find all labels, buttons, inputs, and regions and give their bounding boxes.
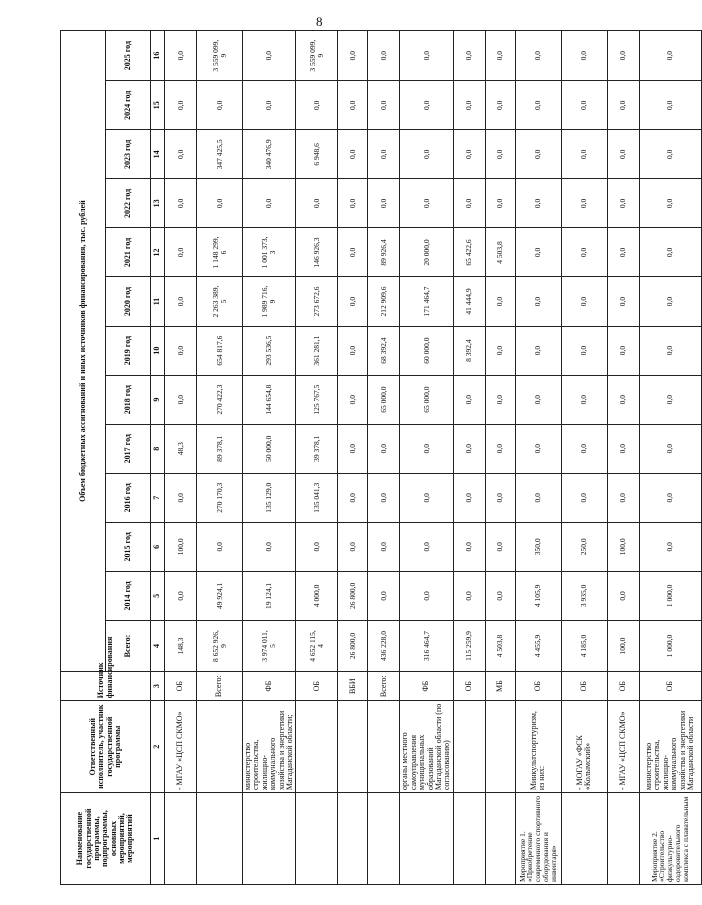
year-value-cell: 0,0 [338, 473, 368, 522]
year-value-cell: 0,0 [561, 81, 607, 130]
column-number: 9 [151, 375, 165, 424]
year-value-cell: 146 926,3 [296, 228, 338, 277]
year-value-cell: 135 129,0 [243, 473, 296, 522]
header-year: 2014 год [106, 571, 151, 620]
table-row [515, 31, 561, 885]
header-col-source: Источник финансирования [61, 672, 151, 701]
budget-table-rotated [60, 30, 695, 885]
year-value-cell: 144 654,8 [243, 375, 296, 424]
year-value-cell: 0,0 [338, 326, 368, 375]
year-value-cell: 0,0 [639, 81, 701, 130]
year-value-cell: 0,0 [165, 277, 197, 326]
year-value-cell: 0,0 [515, 179, 561, 228]
year-value-cell: 0,0 [561, 31, 607, 81]
header-total: Всего: [106, 620, 151, 671]
year-value-cell: 0,0 [338, 81, 368, 130]
year-value-cell: 0,0 [453, 473, 485, 522]
year-value-cell: 0,0 [607, 81, 639, 130]
executor-cell: министерство строительства, жилищно-коммунального хозяйства и энергетики Магаданской области; [243, 701, 296, 793]
year-value-cell: 350,0 [515, 522, 561, 571]
year-value-cell: 0,0 [400, 522, 453, 571]
year-value-cell: 0,0 [165, 228, 197, 277]
year-value-cell: 3 559 099, 9 [197, 31, 243, 81]
year-value-cell: 0,0 [561, 130, 607, 179]
year-value-cell: 4 503,8 [485, 228, 515, 277]
year-value-cell: 49 924,1 [197, 571, 243, 620]
source-cell: Всего: [368, 672, 400, 701]
year-value-cell: 39 378,1 [296, 424, 338, 473]
executor-cell [338, 701, 368, 793]
program-name-cell [338, 793, 368, 885]
program-name-cell [197, 793, 243, 885]
year-value-cell: 0,0 [561, 473, 607, 522]
header-year: 2017 год [106, 424, 151, 473]
program-name-cell [165, 793, 197, 885]
program-name-cell: Мероприятие 1. «Приобретение современного спортивного оборудования и инвентаря» [515, 793, 561, 885]
executor-cell [453, 701, 485, 793]
executor-cell: органы местного самоуправления муниципальных образований Магаданской области (по согласованию) [400, 701, 453, 793]
year-value-cell: 0,0 [607, 424, 639, 473]
year-value-cell: 0,0 [485, 424, 515, 473]
budget-table [60, 30, 702, 885]
year-value-cell: 2 263 389, 5 [197, 277, 243, 326]
year-value-cell: 0,0 [338, 179, 368, 228]
program-name-cell [607, 793, 639, 885]
year-value-cell: 0,0 [368, 130, 400, 179]
year-value-cell: 1 148 299, 6 [197, 228, 243, 277]
year-value-cell: 0,0 [400, 571, 453, 620]
year-value-cell: 0,0 [515, 424, 561, 473]
year-value-cell: 0,0 [338, 375, 368, 424]
year-value-cell: 0,0 [296, 179, 338, 228]
year-value-cell: 0,0 [296, 522, 338, 571]
table-row [639, 31, 701, 885]
total-cell: 4 455,9 [515, 620, 561, 671]
year-value-cell: 0,0 [485, 31, 515, 81]
year-value-cell: 0,0 [296, 81, 338, 130]
total-cell: 316 464,7 [400, 620, 453, 671]
source-cell: ОБ [296, 672, 338, 701]
column-number: 14 [151, 130, 165, 179]
source-cell: ОБ [515, 672, 561, 701]
header-year: 2021 год [106, 228, 151, 277]
column-number: 16 [151, 31, 165, 81]
year-value-cell: 65 000,0 [400, 375, 453, 424]
header-year: 2022 год [106, 179, 151, 228]
year-value-cell: 0,0 [639, 130, 701, 179]
year-value-cell: 0,0 [165, 473, 197, 522]
executor-cell [197, 701, 243, 793]
year-value-cell: 100,0 [607, 522, 639, 571]
year-value-cell: 0,0 [561, 424, 607, 473]
year-value-cell: 0,0 [368, 473, 400, 522]
year-value-cell: 0,0 [607, 571, 639, 620]
year-value-cell: 0,0 [400, 81, 453, 130]
year-value-cell: 347 425,5 [197, 130, 243, 179]
year-value-cell: 361 281,1 [296, 326, 338, 375]
source-cell: Всего: [197, 672, 243, 701]
year-value-cell: 270 422,3 [197, 375, 243, 424]
year-value-cell: 48,3 [165, 424, 197, 473]
column-number: 3 [151, 672, 165, 701]
year-value-cell: 0,0 [338, 228, 368, 277]
year-value-cell: 0,0 [485, 375, 515, 424]
year-value-cell: 0,0 [368, 31, 400, 81]
program-name-cell [561, 793, 607, 885]
year-value-cell: 0,0 [165, 326, 197, 375]
executor-cell [296, 701, 338, 793]
year-value-cell: 0,0 [515, 473, 561, 522]
total-cell: 8 652 926, 9 [197, 620, 243, 671]
year-value-cell: 0,0 [515, 31, 561, 81]
year-value-cell: 0,0 [515, 228, 561, 277]
year-value-cell: 0,0 [561, 228, 607, 277]
table-row [485, 31, 515, 885]
executor-cell: - МГАУ «ЦСП СКМО» [165, 701, 197, 793]
table-row [197, 31, 243, 885]
header-year: 2024 год [106, 81, 151, 130]
year-value-cell: 0,0 [515, 326, 561, 375]
year-value-cell: 0,0 [400, 179, 453, 228]
year-value-cell: 0,0 [515, 81, 561, 130]
year-value-cell: 0,0 [368, 179, 400, 228]
year-value-cell: 0,0 [338, 130, 368, 179]
program-name-cell [296, 793, 338, 885]
year-value-cell: 654 817,6 [197, 326, 243, 375]
year-value-cell: 0,0 [515, 130, 561, 179]
year-value-cell: 135 041,3 [296, 473, 338, 522]
total-cell: 3 974 011, 5 [243, 620, 296, 671]
source-cell: МБ [485, 672, 515, 701]
year-value-cell: 0,0 [561, 326, 607, 375]
year-value-cell: 0,0 [561, 277, 607, 326]
year-value-cell: 0,0 [453, 130, 485, 179]
executor-cell [485, 701, 515, 793]
year-value-cell: 0,0 [368, 81, 400, 130]
year-value-cell: 0,0 [485, 522, 515, 571]
program-name-cell [485, 793, 515, 885]
column-number: 13 [151, 179, 165, 228]
year-value-cell: 0,0 [400, 31, 453, 81]
year-value-cell: 0,0 [639, 522, 701, 571]
year-value-cell: 68 392,4 [368, 326, 400, 375]
total-cell: 4 185,0 [561, 620, 607, 671]
year-value-cell: 0,0 [368, 424, 400, 473]
year-value-cell: 125 767,5 [296, 375, 338, 424]
executor-cell: министерство строительства, жилищно-коммунального хозяйства и энергетики Магаданской области [639, 701, 701, 793]
year-value-cell: 0,0 [453, 522, 485, 571]
program-name-cell [368, 793, 400, 885]
year-value-cell: 1 001 373, 3 [243, 228, 296, 277]
year-value-cell: 0,0 [607, 473, 639, 522]
year-value-cell: 0,0 [453, 424, 485, 473]
year-value-cell: 0,0 [639, 326, 701, 375]
header-col-name: Наименование государственной программы, подпрограммы, основных мероприятий, мероприятий [61, 793, 151, 885]
column-number: 11 [151, 277, 165, 326]
year-value-cell: 0,0 [338, 522, 368, 571]
year-value-cell: 0,0 [485, 81, 515, 130]
year-value-cell: 0,0 [338, 424, 368, 473]
year-value-cell: 0,0 [607, 179, 639, 228]
year-value-cell: 19 124,1 [243, 571, 296, 620]
source-cell: ВБИ [338, 672, 368, 701]
column-number: 10 [151, 326, 165, 375]
header-year: 2015 год [106, 522, 151, 571]
year-value-cell: 0,0 [165, 571, 197, 620]
year-value-cell: 0,0 [607, 31, 639, 81]
year-value-cell: 0,0 [165, 81, 197, 130]
year-value-cell: 41 444,9 [453, 277, 485, 326]
year-value-cell: 0,0 [453, 31, 485, 81]
year-value-cell: 0,0 [515, 375, 561, 424]
year-value-cell: 0,0 [639, 228, 701, 277]
year-value-cell: 0,0 [639, 473, 701, 522]
year-value-cell: 0,0 [515, 277, 561, 326]
year-value-cell: 1 989 716, 9 [243, 277, 296, 326]
header-year: 2019 год [106, 326, 151, 375]
year-value-cell: 273 672,6 [296, 277, 338, 326]
year-value-cell: 89 378,1 [197, 424, 243, 473]
year-value-cell: 0,0 [243, 81, 296, 130]
year-value-cell: 0,0 [400, 424, 453, 473]
header-year: 2020 год [106, 277, 151, 326]
year-value-cell: 89 926,4 [368, 228, 400, 277]
year-value-cell: 0,0 [561, 179, 607, 228]
page-number: 8 [316, 14, 323, 29]
year-value-cell: 0,0 [639, 424, 701, 473]
year-value-cell: 0,0 [368, 522, 400, 571]
year-value-cell: 0,0 [639, 277, 701, 326]
column-number: 5 [151, 571, 165, 620]
header-year: 2016 год [106, 473, 151, 522]
source-cell: ФБ [400, 672, 453, 701]
year-value-cell: 293 536,5 [243, 326, 296, 375]
year-value-cell: 1 000,0 [639, 571, 701, 620]
year-value-cell: 0,0 [368, 571, 400, 620]
year-value-cell: 212 909,6 [368, 277, 400, 326]
year-value-cell: 0,0 [400, 473, 453, 522]
year-value-cell: 4 000,0 [296, 571, 338, 620]
column-number: 12 [151, 228, 165, 277]
year-value-cell: 65 422,6 [453, 228, 485, 277]
program-name-cell [400, 793, 453, 885]
executor-cell [368, 701, 400, 793]
year-value-cell: 0,0 [561, 375, 607, 424]
column-number: 1 [151, 793, 165, 885]
year-value-cell: 0,0 [197, 81, 243, 130]
total-cell: 115 259,9 [453, 620, 485, 671]
year-value-cell: 0,0 [485, 277, 515, 326]
year-value-cell: 0,0 [197, 179, 243, 228]
header-year: 2018 год [106, 375, 151, 424]
year-value-cell: 0,0 [639, 31, 701, 81]
table-row [338, 31, 368, 885]
year-value-cell: 250,0 [561, 522, 607, 571]
year-value-cell: 8 392,4 [453, 326, 485, 375]
column-number: 15 [151, 81, 165, 130]
table-row [243, 31, 296, 885]
year-value-cell: 0,0 [453, 179, 485, 228]
program-name-cell [243, 793, 296, 885]
total-cell: 4 652 115, 4 [296, 620, 338, 671]
year-value-cell: 0,0 [607, 375, 639, 424]
total-cell: 436 228,0 [368, 620, 400, 671]
source-cell: ОБ [453, 672, 485, 701]
year-value-cell: 100,0 [165, 522, 197, 571]
table-row [561, 31, 607, 885]
year-value-cell: 0,0 [453, 375, 485, 424]
total-cell: 148,3 [165, 620, 197, 671]
column-number: 6 [151, 522, 165, 571]
total-cell: 100,0 [607, 620, 639, 671]
table-row [296, 31, 338, 885]
program-name-cell: Мероприятие 2. «Строительство физкультурно-оздоровительного комплекса с плавательным [639, 793, 701, 885]
column-number: 7 [151, 473, 165, 522]
column-number: 8 [151, 424, 165, 473]
source-cell: ОБ [561, 672, 607, 701]
header-col-executor: Ответственный исполнитель, участник государственной программы [61, 701, 151, 793]
table-row [607, 31, 639, 885]
year-value-cell: 26 800,0 [338, 571, 368, 620]
year-value-cell: 0,0 [453, 81, 485, 130]
year-value-cell: 0,0 [607, 130, 639, 179]
header-year: 2025 год [106, 31, 151, 81]
year-value-cell: 0,0 [639, 375, 701, 424]
table-row [368, 31, 400, 885]
year-value-cell: 0,0 [485, 326, 515, 375]
source-cell: ОБ [607, 672, 639, 701]
program-name-cell [453, 793, 485, 885]
header-funding-title: Объем бюджетных ассигнований и иных источников финансирования, тыс. рублей [61, 31, 106, 672]
total-cell: 4 503,8 [485, 620, 515, 671]
year-value-cell: 20 000,0 [400, 228, 453, 277]
total-cell: 1 000,0 [639, 620, 701, 671]
year-value-cell: 3 559 099, 9 [296, 31, 338, 81]
source-cell: ОБ [639, 672, 701, 701]
year-value-cell: 340 476,9 [243, 130, 296, 179]
year-value-cell: 0,0 [243, 31, 296, 81]
table-row [453, 31, 485, 885]
year-value-cell: 0,0 [400, 130, 453, 179]
year-value-cell: 50 000,0 [243, 424, 296, 473]
year-value-cell: 0,0 [607, 277, 639, 326]
year-value-cell: 65 000,0 [368, 375, 400, 424]
executor-cell: Минкультспорттуризм, из них: [515, 701, 561, 793]
year-value-cell: 6 948,6 [296, 130, 338, 179]
executor-cell: - МОГАУ «ФСК «Колымский» [561, 701, 607, 793]
year-value-cell: 0,0 [165, 375, 197, 424]
total-cell: 26 800,0 [338, 620, 368, 671]
column-number: 4 [151, 620, 165, 671]
year-value-cell: 270 170,3 [197, 473, 243, 522]
year-value-cell: 0,0 [485, 130, 515, 179]
table-row [400, 31, 453, 885]
year-value-cell: 0,0 [165, 31, 197, 81]
year-value-cell: 3 935,0 [561, 571, 607, 620]
year-value-cell: 171 464,7 [400, 277, 453, 326]
year-value-cell: 0,0 [485, 179, 515, 228]
year-value-cell: 0,0 [243, 522, 296, 571]
year-value-cell: 0,0 [453, 571, 485, 620]
year-value-cell: 0,0 [607, 228, 639, 277]
year-value-cell: 0,0 [485, 473, 515, 522]
year-value-cell: 4 105,9 [515, 571, 561, 620]
source-cell: ОБ [165, 672, 197, 701]
year-value-cell: 60 000,0 [400, 326, 453, 375]
year-value-cell: 0,0 [639, 179, 701, 228]
year-value-cell: 0,0 [165, 179, 197, 228]
year-value-cell: 0,0 [338, 277, 368, 326]
year-value-cell: 0,0 [197, 522, 243, 571]
year-value-cell: 0,0 [485, 571, 515, 620]
table-row [165, 31, 197, 885]
header-year: 2023 год [106, 130, 151, 179]
year-value-cell: 0,0 [165, 130, 197, 179]
column-number: 2 [151, 701, 165, 793]
executor-cell: - МГАУ «ЦСП СКМО» [607, 701, 639, 793]
year-value-cell: 0,0 [607, 326, 639, 375]
source-cell: ФБ [243, 672, 296, 701]
year-value-cell: 0,0 [243, 179, 296, 228]
year-value-cell: 0,0 [338, 31, 368, 81]
